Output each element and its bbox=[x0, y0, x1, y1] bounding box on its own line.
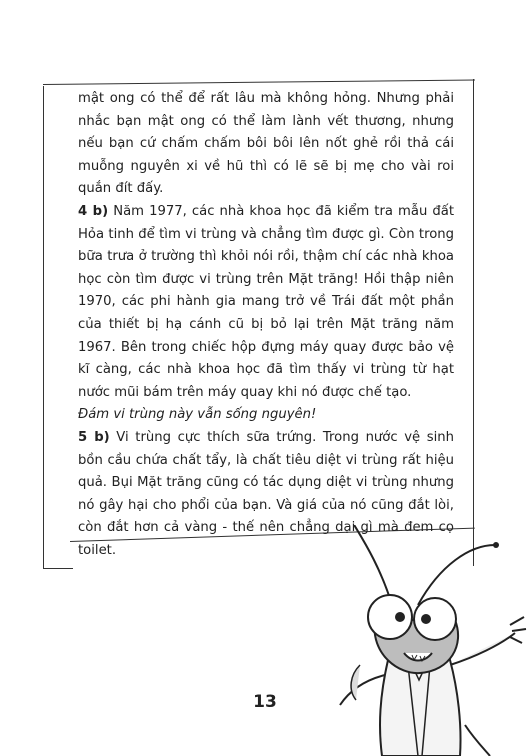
frame-right-border bbox=[473, 79, 474, 566]
paragraph-text: Năm 1977, các nhà khoa học đã kiểm tra mẫu đất Hỏa tinh để tìm vi trùng và chẳng tìm được gì. Còn trong bữa trưa ở trường thì khỏi nói rồi, thậm chí các nhà khoa học còn tìm được vi trùng trên Mặt trăng! Hồi thập niên 1970, các phi hành gia mang trở về Trái đất một phần của thiết bị hạ cánh cũ bị bỏ lại trên Mặt trăng năm 1967. Bên trong chiếc hộp đựng máy quay được bảo vệ kĩ càng, các nhà khoa học đã tìm thấy vi trùng từ hạt nước mũi bám trên máy quay khi nó được chế tạo. bbox=[78, 203, 455, 400]
paragraph-honey bbox=[78, 88, 454, 201]
paragraph-text: Vi trùng cực thích sữa trứng. Trong nước vệ sinh bồn cầu chứa chất tẩy, là chất tiêu diệt vi trùng rất hiệu quả. Bụi Mặt trăng cũng có tác dụng diệt vi trùng nhưng nó gây hại cho phổi của bạn. Và giá của nó cũng đắt lòi, còn đắt hơn cả vàng - thế nên chẳng dại gì mà đem cọ toilet. bbox=[78, 429, 455, 558]
answer-label: 5 b) bbox=[78, 429, 110, 445]
cartoon-cricket-icon bbox=[300, 525, 529, 756]
answer-label: 4 b) bbox=[78, 203, 109, 219]
frame-bottom-left-border bbox=[43, 568, 73, 569]
italic-note: Đám vi trùng này vẫn sống nguyên! bbox=[78, 407, 317, 423]
paragraph-italic-note bbox=[78, 404, 454, 427]
page-number: 13 bbox=[253, 692, 277, 712]
answer-text-block bbox=[78, 88, 454, 562]
paragraph-answer-4 bbox=[78, 201, 454, 404]
paragraph-text: mật ong có thể để rất lâu mà không hỏng. Nhưng phải nhắc bạn mật ong có thể làm lành vết thương, nhưng nếu bạn cứ chấm chấm bôi bôi lên nốt ghẻ rồi thả cái muỗng nguyên xi về hũ thì có lẽ sẽ bị mẹ cho vài roi quắn đít đấy. bbox=[78, 91, 454, 197]
